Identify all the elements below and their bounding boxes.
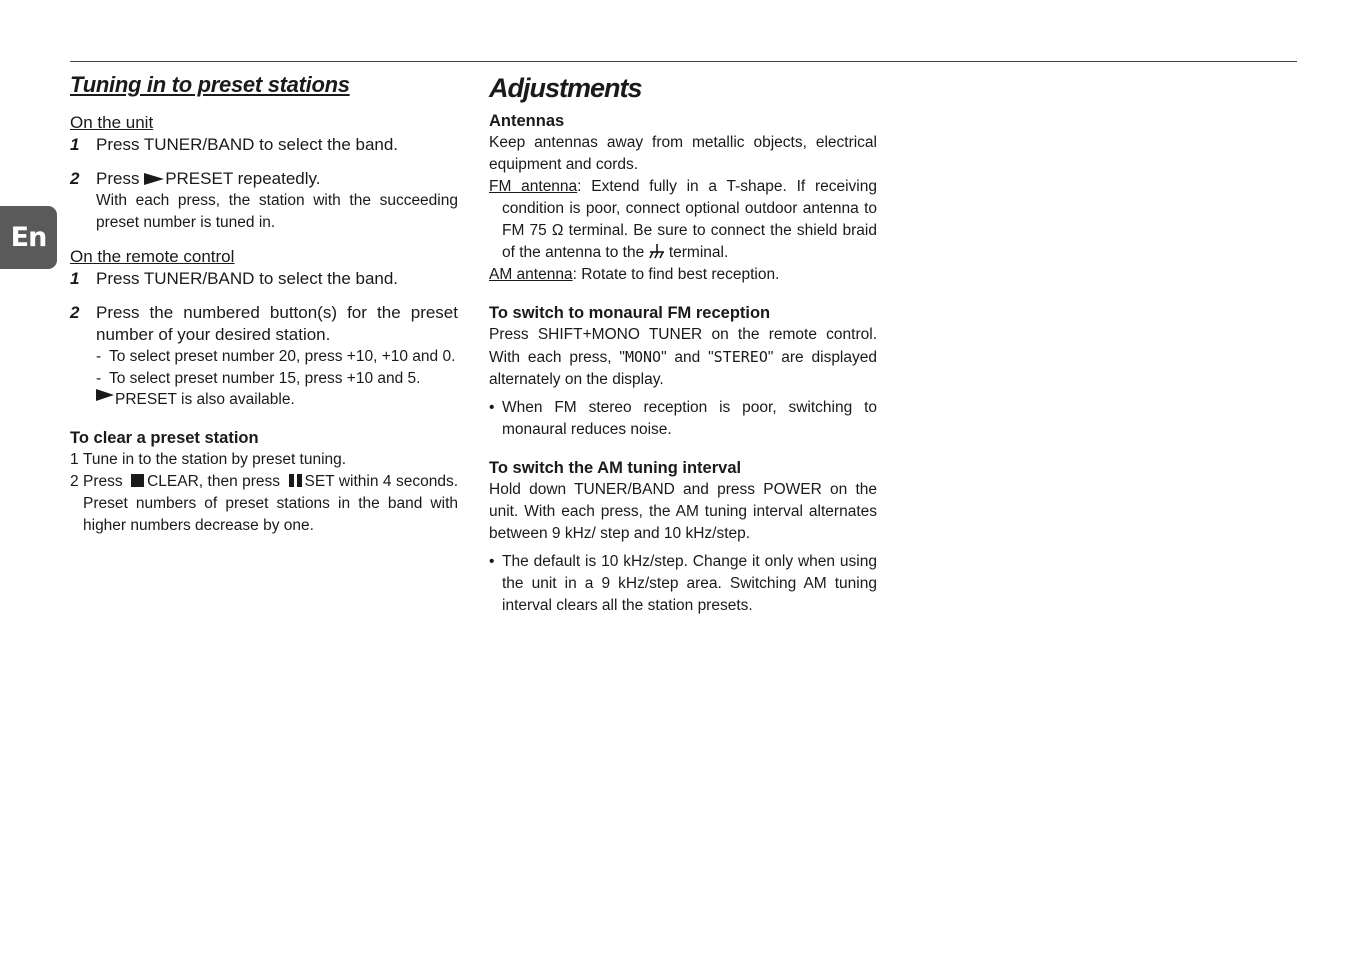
on-remote-label: On the remote control xyxy=(70,247,235,266)
am-interval-heading: To switch the AM tuning interval xyxy=(489,459,742,477)
fm-antenna-label: FM antenna xyxy=(489,178,578,195)
clear-preset-section xyxy=(70,427,458,537)
mono-bullet: • When FM stereo reception is poor, switching to monaural reduces noise. xyxy=(489,399,877,438)
step-text: Press PRESET repeatedly. xyxy=(96,169,321,188)
unit-step-1 xyxy=(70,134,458,156)
antennas-intro: Keep antennas away from metallic objects, electrical equipment and cords. xyxy=(489,134,877,173)
left-column xyxy=(70,70,458,537)
list-item: 2 Press CLEAR, then press SET within 4 seconds. Preset numbers of preset stations in the band with higher numbers decrease by one. xyxy=(70,472,458,534)
fm-antenna-item: FM antenna: Extend fully in a T-shape. If receiving condition is poor, connect optional outdoor antenna to FM 75 Ω terminal. Be sure to connect the shield braid of the antenna to the terminal. xyxy=(489,178,877,261)
unit-step-2-note: With each press, the station with the succeeding preset number is tuned in. xyxy=(96,192,458,231)
on-unit-label: On the unit xyxy=(70,113,154,132)
antennas-section xyxy=(489,110,877,286)
on-unit-section xyxy=(70,112,458,234)
am-interval-section xyxy=(489,457,877,617)
top-rule xyxy=(70,61,1297,62)
right-column xyxy=(489,70,877,617)
clear-preset-heading: To clear a preset station xyxy=(70,428,259,447)
play-triangle-icon xyxy=(144,173,164,185)
mono-heading: To switch to monaural FM reception xyxy=(489,304,771,322)
on-remote-section xyxy=(70,246,458,411)
lcd-stereo: STEREO xyxy=(713,348,768,366)
step-text: Press TUNER/BAND to select the band. xyxy=(96,135,399,154)
step-text: Press the numbered button(s) for the preset number of your desired station. xyxy=(96,303,458,344)
mono-section xyxy=(489,302,877,441)
list-item: 1 Tune in to the station by preset tuning. xyxy=(70,450,347,468)
list-item: - To select preset number 20, press +10, +10 and 0. xyxy=(96,348,456,365)
am-antenna-label: AM antenna xyxy=(489,266,573,283)
section-title-adjustments: Adjustments xyxy=(489,73,642,103)
remote-step-1 xyxy=(70,268,458,290)
step-number: 2 xyxy=(70,303,80,322)
stop-square-icon xyxy=(131,474,144,487)
mono-text: Press SHIFT+MONO TUNER on the remote control. With each press, "MONO" and "STEREO" are displayed alternately on the display. xyxy=(489,326,877,388)
am-interval-bullet: • The default is 10 kHz/step. Change it only when using the unit in a 9 kHz/step area. Switching AM tuning interval clears all the station presets. xyxy=(489,553,877,614)
unit-step-2 xyxy=(70,168,458,190)
section-title-preset: Tuning in to preset stations xyxy=(70,72,350,97)
am-antenna-item: AM antenna: Rotate to find best reception. xyxy=(489,266,780,283)
pause-icon xyxy=(289,474,303,487)
remote-step-2 xyxy=(70,302,458,346)
lcd-mono: MONO xyxy=(624,348,662,366)
list-item: - To select preset number 15, press +10 and 5. xyxy=(96,369,421,387)
antennas-heading: Antennas xyxy=(489,112,565,130)
step-number: 1 xyxy=(70,269,80,288)
remote-step-2-notes xyxy=(70,346,458,411)
step-text: Press TUNER/BAND to select the band. xyxy=(96,269,399,288)
play-triangle-icon xyxy=(96,389,114,401)
step-number: 1 xyxy=(70,135,80,154)
preset-also-note: PRESET is also available. xyxy=(96,389,458,411)
am-interval-text: Hold down TUNER/BAND and press POWER on the unit. With each press, the AM tuning interval alternates between 9 kHz/ step and 10 kHz/step. xyxy=(489,481,877,542)
ground-symbol-icon xyxy=(649,244,665,259)
step-number: 2 xyxy=(70,169,80,188)
language-tab: En xyxy=(0,206,57,269)
